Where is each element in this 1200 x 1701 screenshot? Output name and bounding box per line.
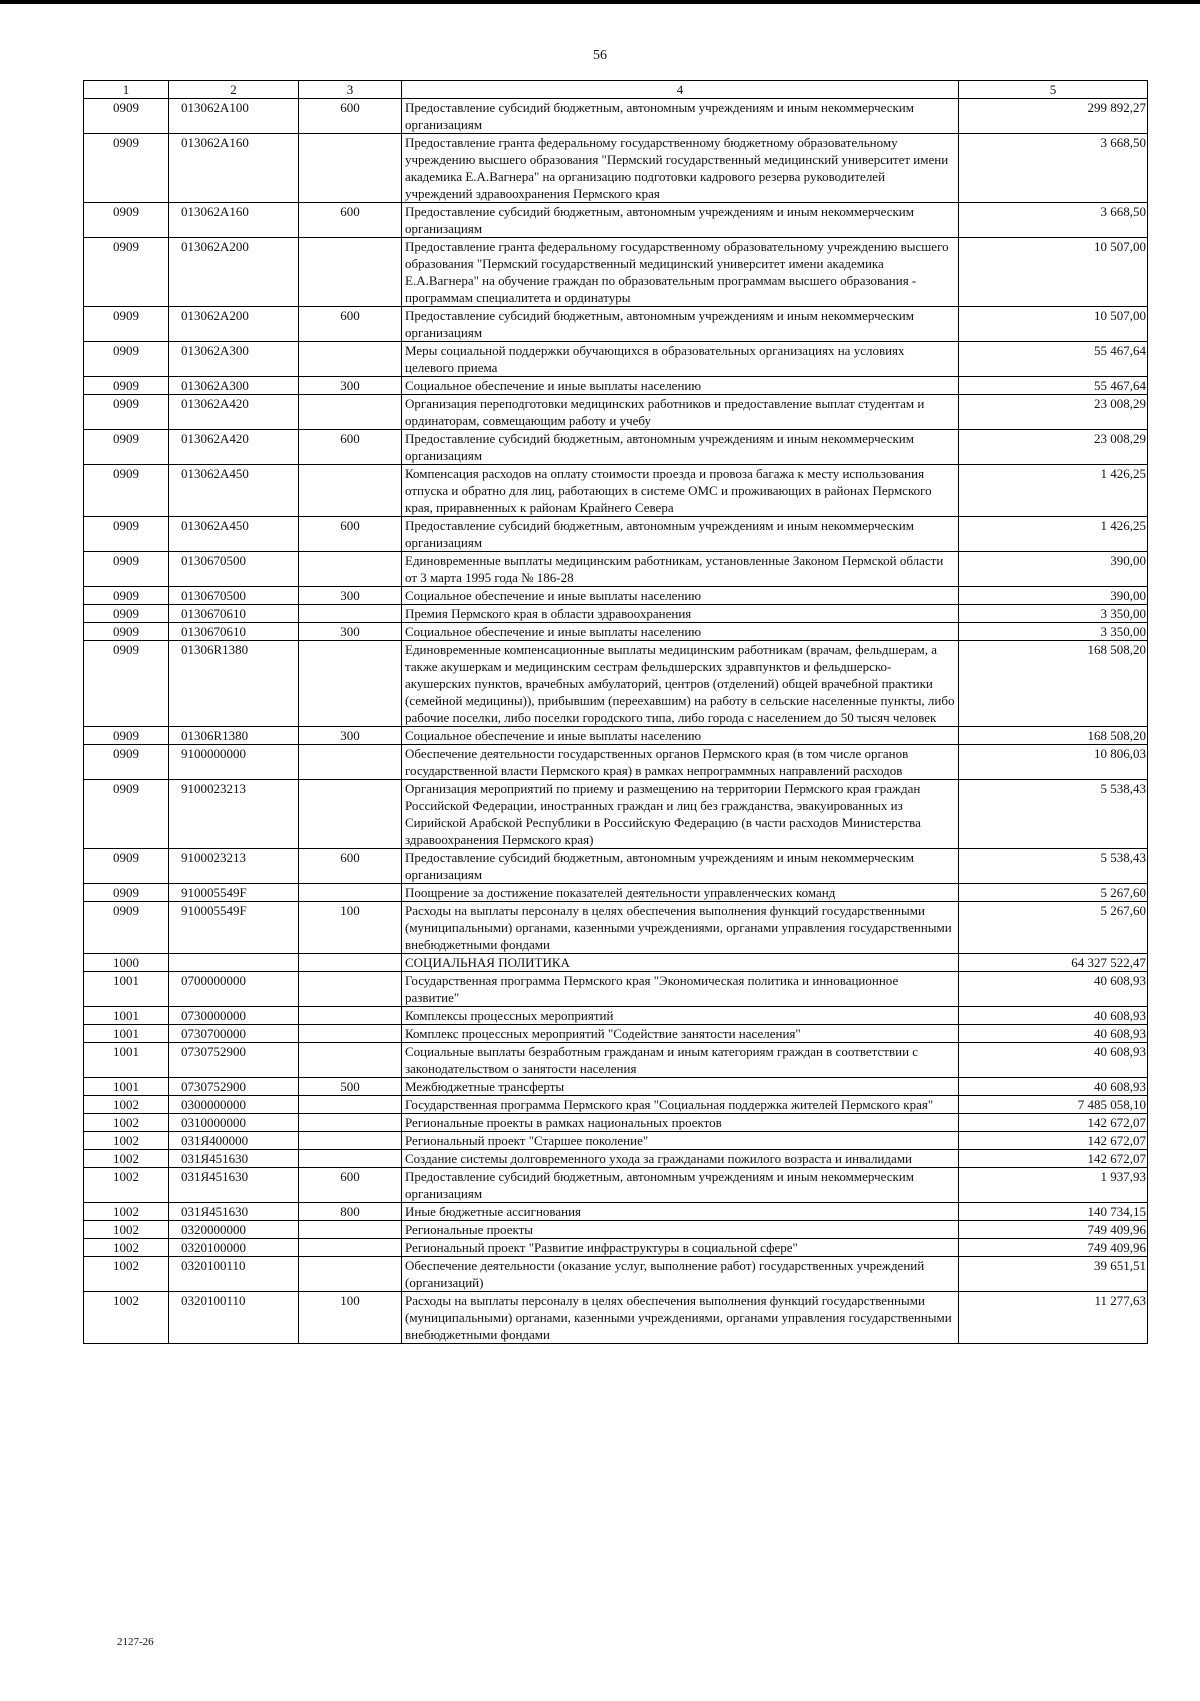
target-article-code-cell: 9100000000 — [169, 745, 299, 780]
target-article-code-cell: 031Я451630 — [169, 1168, 299, 1203]
table-row — [84, 238, 1148, 307]
section-code-cell: 0909 — [84, 342, 169, 377]
amount-cell: 10 507,00 — [959, 238, 1148, 307]
description-cell: Региональные проекты — [402, 1221, 959, 1239]
description-cell: Социальное обеспечение и иные выплаты населению — [402, 623, 959, 641]
expense-type-code-cell — [299, 1007, 402, 1025]
expense-type-code-cell: 600 — [299, 430, 402, 465]
description-cell: Социальные выплаты безработным гражданам и иным категориям граждан в соответствии с законодательством о занятости населения — [402, 1043, 959, 1078]
amount-cell: 3 350,00 — [959, 623, 1148, 641]
expense-type-code-cell: 500 — [299, 1078, 402, 1096]
description-cell: Социальное обеспечение и иные выплаты населению — [402, 727, 959, 745]
expense-type-code-cell — [299, 1043, 402, 1078]
description-cell: Обеспечение деятельности (оказание услуг, выполнение работ) государственных учреждений (организаций) — [402, 1257, 959, 1292]
expense-type-code-cell — [299, 641, 402, 727]
target-article-code-cell: 013062А420 — [169, 395, 299, 430]
amount-cell: 40 608,93 — [959, 1043, 1148, 1078]
section-code-cell: 1001 — [84, 1043, 169, 1078]
expense-type-code-cell — [299, 1239, 402, 1257]
amount-cell: 64 327 522,47 — [959, 954, 1148, 972]
amount-cell: 168 508,20 — [959, 641, 1148, 727]
table-row — [84, 902, 1148, 954]
table-row — [84, 1025, 1148, 1043]
section-code-cell: 1002 — [84, 1221, 169, 1239]
description-cell: Региональные проекты в рамках национальных проектов — [402, 1114, 959, 1132]
table-row — [84, 1132, 1148, 1150]
amount-cell: 5 267,60 — [959, 884, 1148, 902]
expense-type-code-cell: 300 — [299, 587, 402, 605]
section-code-cell: 0909 — [84, 465, 169, 517]
target-article-code-cell: 031Я451630 — [169, 1203, 299, 1221]
amount-cell: 40 608,93 — [959, 1007, 1148, 1025]
table-row — [84, 134, 1148, 203]
table-row — [84, 1257, 1148, 1292]
description-cell: Социальное обеспечение и иные выплаты населению — [402, 587, 959, 605]
footer-code: 2127-26 — [117, 1636, 154, 1648]
table-row — [84, 623, 1148, 641]
description-cell: Создание системы долговременного ухода за гражданами пожилого возраста и инвалидами — [402, 1150, 959, 1168]
target-article-code-cell: 01306R1380 — [169, 641, 299, 727]
expense-type-code-cell: 600 — [299, 99, 402, 134]
target-article-code-cell: 0320100000 — [169, 1239, 299, 1257]
expense-type-code-cell — [299, 605, 402, 623]
target-article-code-cell: 9100023213 — [169, 849, 299, 884]
section-code-cell: 0909 — [84, 849, 169, 884]
expense-type-code-cell: 600 — [299, 307, 402, 342]
description-cell: Комплекс процессных мероприятий "Содействие занятости населения" — [402, 1025, 959, 1043]
section-code-cell: 1001 — [84, 972, 169, 1007]
table-row — [84, 1096, 1148, 1114]
target-article-code-cell: 013062А200 — [169, 238, 299, 307]
table-row — [84, 780, 1148, 849]
table-row — [84, 377, 1148, 395]
section-code-cell: 0909 — [84, 99, 169, 134]
expense-type-code-cell — [299, 884, 402, 902]
section-code-cell: 0909 — [84, 134, 169, 203]
description-cell: Предоставление субсидий бюджетным, автономным учреждениям и иным некоммерческим организациям — [402, 430, 959, 465]
table-row — [84, 1168, 1148, 1203]
target-article-code-cell: 013062А300 — [169, 377, 299, 395]
budget-table — [83, 80, 1148, 1344]
expense-type-code-cell: 100 — [299, 1292, 402, 1344]
table-row — [84, 307, 1148, 342]
section-code-cell: 0909 — [84, 605, 169, 623]
expense-type-code-cell — [299, 1025, 402, 1043]
expense-type-code-cell — [299, 954, 402, 972]
table-row — [84, 99, 1148, 134]
expense-type-code-cell: 300 — [299, 623, 402, 641]
expense-type-code-cell — [299, 342, 402, 377]
description-cell: Обеспечение деятельности государственных органов Пермского края (в том числе органов государственной власти Пермского края) в рамках непрограммных направлений расходов — [402, 745, 959, 780]
description-cell: Меры социальной поддержки обучающихся в образовательных организациях на условиях целевого приема — [402, 342, 959, 377]
description-cell: Региональный проект "Старшее поколение" — [402, 1132, 959, 1150]
description-cell: Единовременные компенсационные выплаты медицинским работникам (врачам, фельдшерам, а также акушеркам и медицинским сестрам фельдшерских здравпунктов и фельдшерско-акушерских пунктов, врачебных амбулаторий, центров (отделений) общей врачебной практики (семейной медицины)), прибывшим (переехавшим) на работу в сельские населенные пункты, либо рабочие поселки, либо поселки городского типа, либо города с населением до 50 тысяч человек — [402, 641, 959, 727]
section-code-cell: 0909 — [84, 902, 169, 954]
target-article-code-cell: 0730700000 — [169, 1025, 299, 1043]
target-article-code-cell: 01306R1380 — [169, 727, 299, 745]
description-cell: Премия Пермского края в области здравоохранения — [402, 605, 959, 623]
table-row — [84, 342, 1148, 377]
target-article-code-cell: 013062А100 — [169, 99, 299, 134]
target-article-code-cell: 0130670500 — [169, 552, 299, 587]
amount-cell: 40 608,93 — [959, 1078, 1148, 1096]
section-code-cell: 0909 — [84, 203, 169, 238]
target-article-code-cell: 013062А200 — [169, 307, 299, 342]
scan-edge — [0, 0, 1200, 4]
column-header: 2 — [169, 81, 299, 99]
table-row — [84, 465, 1148, 517]
amount-cell: 1 937,93 — [959, 1168, 1148, 1203]
expense-type-code-cell — [299, 972, 402, 1007]
table-row — [84, 972, 1148, 1007]
expense-type-code-cell — [299, 1257, 402, 1292]
amount-cell: 40 608,93 — [959, 972, 1148, 1007]
target-article-code-cell: 031Я451630 — [169, 1150, 299, 1168]
expense-type-code-cell: 600 — [299, 517, 402, 552]
target-article-code-cell: 0130670500 — [169, 587, 299, 605]
target-article-code-cell — [169, 954, 299, 972]
header-row — [84, 81, 1148, 99]
expense-type-code-cell: 300 — [299, 377, 402, 395]
section-code-cell: 0909 — [84, 727, 169, 745]
amount-cell: 390,00 — [959, 552, 1148, 587]
description-cell: СОЦИАЛЬНАЯ ПОЛИТИКА — [402, 954, 959, 972]
target-article-code-cell: 0700000000 — [169, 972, 299, 1007]
section-code-cell: 1001 — [84, 1025, 169, 1043]
expense-type-code-cell — [299, 465, 402, 517]
section-code-cell: 1000 — [84, 954, 169, 972]
section-code-cell: 0909 — [84, 587, 169, 605]
amount-cell: 749 409,96 — [959, 1221, 1148, 1239]
target-article-code-cell: 0320100110 — [169, 1292, 299, 1344]
expense-type-code-cell: 300 — [299, 727, 402, 745]
table-row — [84, 1150, 1148, 1168]
section-code-cell: 0909 — [84, 238, 169, 307]
amount-cell: 1 426,25 — [959, 465, 1148, 517]
section-code-cell: 0909 — [84, 430, 169, 465]
target-article-code-cell: 0320000000 — [169, 1221, 299, 1239]
expense-type-code-cell — [299, 1221, 402, 1239]
target-article-code-cell: 0300000000 — [169, 1096, 299, 1114]
table-row — [84, 1043, 1148, 1078]
amount-cell: 142 672,07 — [959, 1150, 1148, 1168]
section-code-cell: 1001 — [84, 1007, 169, 1025]
amount-cell: 23 008,29 — [959, 395, 1148, 430]
table-row — [84, 395, 1148, 430]
section-code-cell: 0909 — [84, 552, 169, 587]
target-article-code-cell: 013062А420 — [169, 430, 299, 465]
amount-cell: 3 668,50 — [959, 134, 1148, 203]
expense-type-code-cell — [299, 134, 402, 203]
amount-cell: 3 350,00 — [959, 605, 1148, 623]
section-code-cell: 1002 — [84, 1168, 169, 1203]
description-cell: Единовременные выплаты медицинским работникам, установленные Законом Пермской области от 3 марта 1995 года № 186-28 — [402, 552, 959, 587]
target-article-code-cell: 013062А450 — [169, 517, 299, 552]
expense-type-code-cell — [299, 238, 402, 307]
description-cell: Предоставление субсидий бюджетным, автономным учреждениям и иным некоммерческим организациям — [402, 1168, 959, 1203]
target-article-code-cell: 0730752900 — [169, 1078, 299, 1096]
target-article-code-cell: 910005549F — [169, 902, 299, 954]
table-row — [84, 745, 1148, 780]
section-code-cell: 1002 — [84, 1203, 169, 1221]
table-row — [84, 641, 1148, 727]
target-article-code-cell: 0310000000 — [169, 1114, 299, 1132]
amount-cell: 142 672,07 — [959, 1114, 1148, 1132]
target-article-code-cell: 910005549F — [169, 884, 299, 902]
amount-cell: 40 608,93 — [959, 1025, 1148, 1043]
description-cell: Региональный проект "Развитие инфраструктуры в социальной сфере" — [402, 1239, 959, 1257]
expense-type-code-cell — [299, 395, 402, 430]
column-header: 4 — [402, 81, 959, 99]
description-cell: Предоставление субсидий бюджетным, автономным учреждениям и иным некоммерческим организациям — [402, 849, 959, 884]
description-cell: Поощрение за достижение показателей деятельности управленческих команд — [402, 884, 959, 902]
section-code-cell: 0909 — [84, 377, 169, 395]
section-code-cell: 1002 — [84, 1257, 169, 1292]
target-article-code-cell: 013062А450 — [169, 465, 299, 517]
table-row — [84, 884, 1148, 902]
amount-cell: 7 485 058,10 — [959, 1096, 1148, 1114]
expense-type-code-cell — [299, 745, 402, 780]
amount-cell: 10 507,00 — [959, 307, 1148, 342]
target-article-code-cell: 031Я400000 — [169, 1132, 299, 1150]
table-row — [84, 605, 1148, 623]
description-cell: Социальное обеспечение и иные выплаты населению — [402, 377, 959, 395]
section-code-cell: 1002 — [84, 1239, 169, 1257]
expense-type-code-cell — [299, 780, 402, 849]
table-row — [84, 552, 1148, 587]
description-cell: Компенсация расходов на оплату стоимости проезда и провоза багажа к месту использования отпуска и обратно для лиц, работающих в системе ОМС и проживающих в районах Пермского края, приравненных к районам Крайнего Севера — [402, 465, 959, 517]
description-cell: Межбюджетные трансферты — [402, 1078, 959, 1096]
target-article-code-cell: 013062А160 — [169, 134, 299, 203]
expense-type-code-cell: 600 — [299, 203, 402, 238]
description-cell: Предоставление субсидий бюджетным, автономным учреждениям и иным некоммерческим организациям — [402, 99, 959, 134]
table-row — [84, 1292, 1148, 1344]
table-row — [84, 1114, 1148, 1132]
table-row — [84, 1203, 1148, 1221]
description-cell: Расходы на выплаты персоналу в целях обеспечения выполнения функций государственными (муниципальными) органами, казенными учреждениями, органами управления государственными внебюджетными фондами — [402, 902, 959, 954]
section-code-cell: 1002 — [84, 1114, 169, 1132]
amount-cell: 5 538,43 — [959, 849, 1148, 884]
expense-type-code-cell: 800 — [299, 1203, 402, 1221]
amount-cell: 390,00 — [959, 587, 1148, 605]
column-header: 1 — [84, 81, 169, 99]
amount-cell: 5 267,60 — [959, 902, 1148, 954]
amount-cell: 39 651,51 — [959, 1257, 1148, 1292]
target-article-code-cell: 0730000000 — [169, 1007, 299, 1025]
amount-cell: 1 426,25 — [959, 517, 1148, 552]
description-cell: Предоставление субсидий бюджетным, автономным учреждениям и иным некоммерческим организациям — [402, 517, 959, 552]
section-code-cell: 0909 — [84, 884, 169, 902]
expense-type-code-cell — [299, 1150, 402, 1168]
amount-cell: 749 409,96 — [959, 1239, 1148, 1257]
section-code-cell: 0909 — [84, 745, 169, 780]
amount-cell: 5 538,43 — [959, 780, 1148, 849]
target-article-code-cell: 0730752900 — [169, 1043, 299, 1078]
section-code-cell: 0909 — [84, 517, 169, 552]
amount-cell: 55 467,64 — [959, 377, 1148, 395]
table-row — [84, 203, 1148, 238]
section-code-cell: 1002 — [84, 1132, 169, 1150]
section-code-cell: 0909 — [84, 780, 169, 849]
section-code-cell: 1002 — [84, 1292, 169, 1344]
target-article-code-cell: 013062А300 — [169, 342, 299, 377]
amount-cell: 55 467,64 — [959, 342, 1148, 377]
target-article-code-cell: 0320100110 — [169, 1257, 299, 1292]
description-cell: Предоставление гранта федеральному государственному бюджетному образовательному учреждению высшего образования "Пермский государственный медицинский университет имени академика Е.А.Вагнера" на организацию подготовки кадрового резерва руководителей учреждений здравоохранения Пермского края — [402, 134, 959, 203]
target-article-code-cell: 0130670610 — [169, 605, 299, 623]
expense-type-code-cell: 600 — [299, 849, 402, 884]
section-code-cell: 0909 — [84, 623, 169, 641]
expense-type-code-cell — [299, 1132, 402, 1150]
amount-cell: 168 508,20 — [959, 727, 1148, 745]
target-article-code-cell: 0130670610 — [169, 623, 299, 641]
section-code-cell: 0909 — [84, 395, 169, 430]
description-cell: Государственная программа Пермского края "Экономическая политика и инновационное развитие" — [402, 972, 959, 1007]
column-header: 5 — [959, 81, 1148, 99]
description-cell: Комплексы процессных мероприятий — [402, 1007, 959, 1025]
table-body — [84, 99, 1148, 1344]
description-cell: Предоставление субсидий бюджетным, автономным учреждениям и иным некоммерческим организациям — [402, 307, 959, 342]
table-row — [84, 430, 1148, 465]
table-row — [84, 1007, 1148, 1025]
description-cell: Организация мероприятий по приему и размещению на территории Пермского края граждан Российской Федерации, иностранных граждан и лиц без гражданства, эвакуированных из Сирийской Арабской Республики в Российскую Федерацию (в части расходов Министерства здравоохранения Пермского края) — [402, 780, 959, 849]
section-code-cell: 0909 — [84, 307, 169, 342]
amount-cell: 3 668,50 — [959, 203, 1148, 238]
amount-cell: 299 892,27 — [959, 99, 1148, 134]
description-cell: Предоставление гранта федеральному государственному образовательному учреждению высшего образования "Пермский государственный медицинский университет имени академика Е.А.Вагнера" на обучение граждан по образовательным программам высшего образования - программам специалитета и ординатуры — [402, 238, 959, 307]
amount-cell: 10 806,03 — [959, 745, 1148, 780]
section-code-cell: 1002 — [84, 1150, 169, 1168]
amount-cell: 23 008,29 — [959, 430, 1148, 465]
target-article-code-cell: 013062А160 — [169, 203, 299, 238]
expense-type-code-cell — [299, 552, 402, 587]
table-row — [84, 1221, 1148, 1239]
page-number: 56 — [593, 48, 607, 63]
description-cell: Расходы на выплаты персоналу в целях обеспечения выполнения функций государственными (муниципальными) органами, казенными учреждениями, органами управления государственными внебюджетными фондами — [402, 1292, 959, 1344]
description-cell: Организация переподготовки медицинских работников и предоставление выплат студентам и ординаторам, совмещающим работу и учебу — [402, 395, 959, 430]
expense-type-code-cell: 100 — [299, 902, 402, 954]
expense-type-code-cell: 600 — [299, 1168, 402, 1203]
column-header: 3 — [299, 81, 402, 99]
section-code-cell: 0909 — [84, 641, 169, 727]
table-row — [84, 587, 1148, 605]
description-cell: Предоставление субсидий бюджетным, автономным учреждениям и иным некоммерческим организациям — [402, 203, 959, 238]
amount-cell: 11 277,63 — [959, 1292, 1148, 1344]
table-row — [84, 517, 1148, 552]
target-article-code-cell: 9100023213 — [169, 780, 299, 849]
section-code-cell: 1002 — [84, 1096, 169, 1114]
amount-cell: 140 734,15 — [959, 1203, 1148, 1221]
table-row — [84, 849, 1148, 884]
expense-type-code-cell — [299, 1096, 402, 1114]
description-cell: Государственная программа Пермского края "Социальная поддержка жителей Пермского края" — [402, 1096, 959, 1114]
table-row — [84, 954, 1148, 972]
expense-type-code-cell — [299, 1114, 402, 1132]
table-row — [84, 727, 1148, 745]
table-row — [84, 1239, 1148, 1257]
section-code-cell: 1001 — [84, 1078, 169, 1096]
table-row — [84, 1078, 1148, 1096]
amount-cell: 142 672,07 — [959, 1132, 1148, 1150]
description-cell: Иные бюджетные ассигнования — [402, 1203, 959, 1221]
